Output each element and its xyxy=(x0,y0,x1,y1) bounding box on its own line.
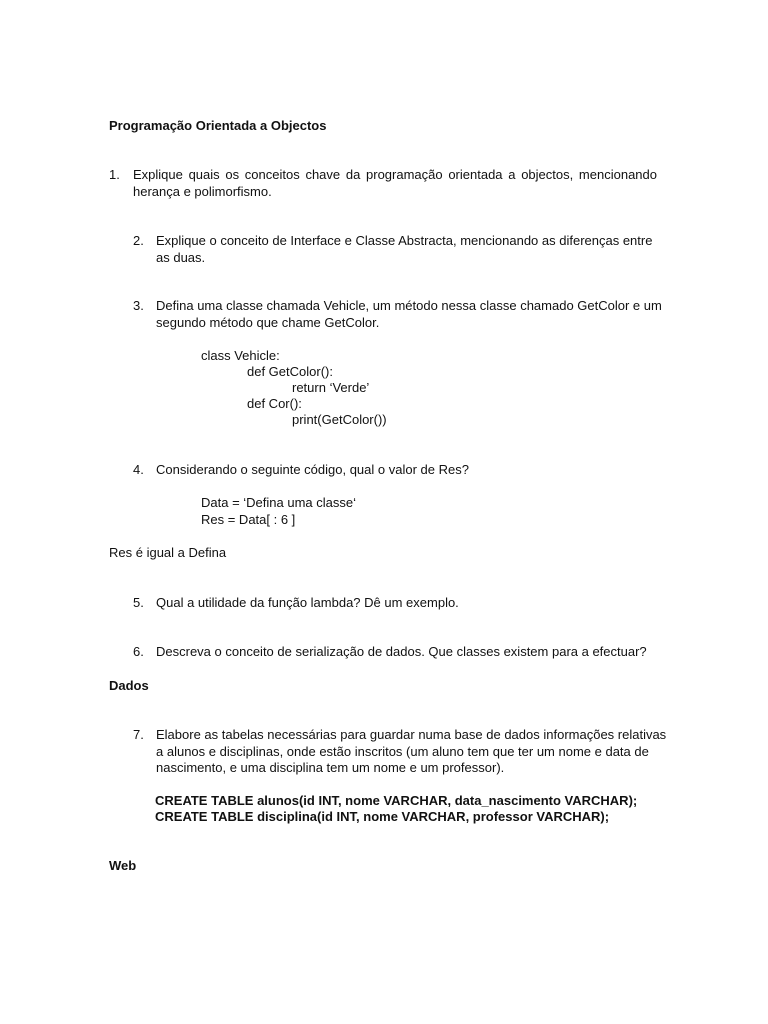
question-4-number: 4. xyxy=(133,462,144,477)
question-6-text: Descreva o conceito de serialização de dados. Que classes existem para a efectuar? xyxy=(156,644,647,659)
question-7-number: 7. xyxy=(133,727,144,742)
question-2-text: Explique o conceito de Interface e Classe Abstracta, mencionando as diferenças entre as duas. xyxy=(156,233,653,265)
code-line: print(GetColor()) xyxy=(292,412,387,427)
code-line: return ‘Verde’ xyxy=(292,380,370,395)
question-6-number: 6. xyxy=(133,644,144,659)
question-7-line: a alunos e disciplinas, onde estão inscritos (um aluno tem que ter um nome e data de xyxy=(156,743,649,759)
question-3-text-line2: segundo método que chame GetColor. xyxy=(156,315,380,330)
question-3-text-line1: Defina uma classe chamada Vehicle, um método nessa classe chamado GetColor e um xyxy=(156,298,662,313)
question-3-number: 3. xyxy=(133,298,144,313)
question-5-number: 5. xyxy=(133,595,144,610)
question-1-text: Explique quais os conceitos chave da programação orientada a objectos, mencionando herança e polimorfismo. xyxy=(133,167,657,199)
question-4-text: Considerando o seguinte código, qual o valor de Res? xyxy=(156,462,469,477)
code-line: def Cor(): xyxy=(247,396,302,411)
section-heading-web: Web xyxy=(109,858,137,873)
code-line: Res = Data[ : 6 ] xyxy=(201,512,296,527)
question-7-line: nascimento, e uma disciplina tem um nome e um professor). xyxy=(156,760,505,775)
question-7-line: Elabore as tabelas necessárias para guardar numa base de dados informações relativas xyxy=(156,727,667,742)
question-1-number: 1. xyxy=(109,167,120,182)
section-heading-dados: Dados xyxy=(109,678,149,693)
code-line: class Vehicle: xyxy=(201,348,280,363)
sql-statement: CREATE TABLE alunos(id INT, nome VARCHAR, data_nascimento VARCHAR); xyxy=(155,793,638,808)
code-line: Data = ‘Defina uma classe‘ xyxy=(201,495,356,510)
question-7-text xyxy=(156,727,667,777)
question-2-number: 2. xyxy=(133,233,144,248)
sql-statement: CREATE TABLE disciplina(id INT, nome VARCHAR, professor VARCHAR); xyxy=(155,809,610,824)
question-5-text: Qual a utilidade da função lambda? Dê um exemplo. xyxy=(156,595,459,610)
code-line: def GetColor(): xyxy=(247,364,333,379)
question-4-answer: Res é igual a Defina xyxy=(109,545,227,560)
document-title: Programação Orientada a Objectos xyxy=(109,118,327,133)
